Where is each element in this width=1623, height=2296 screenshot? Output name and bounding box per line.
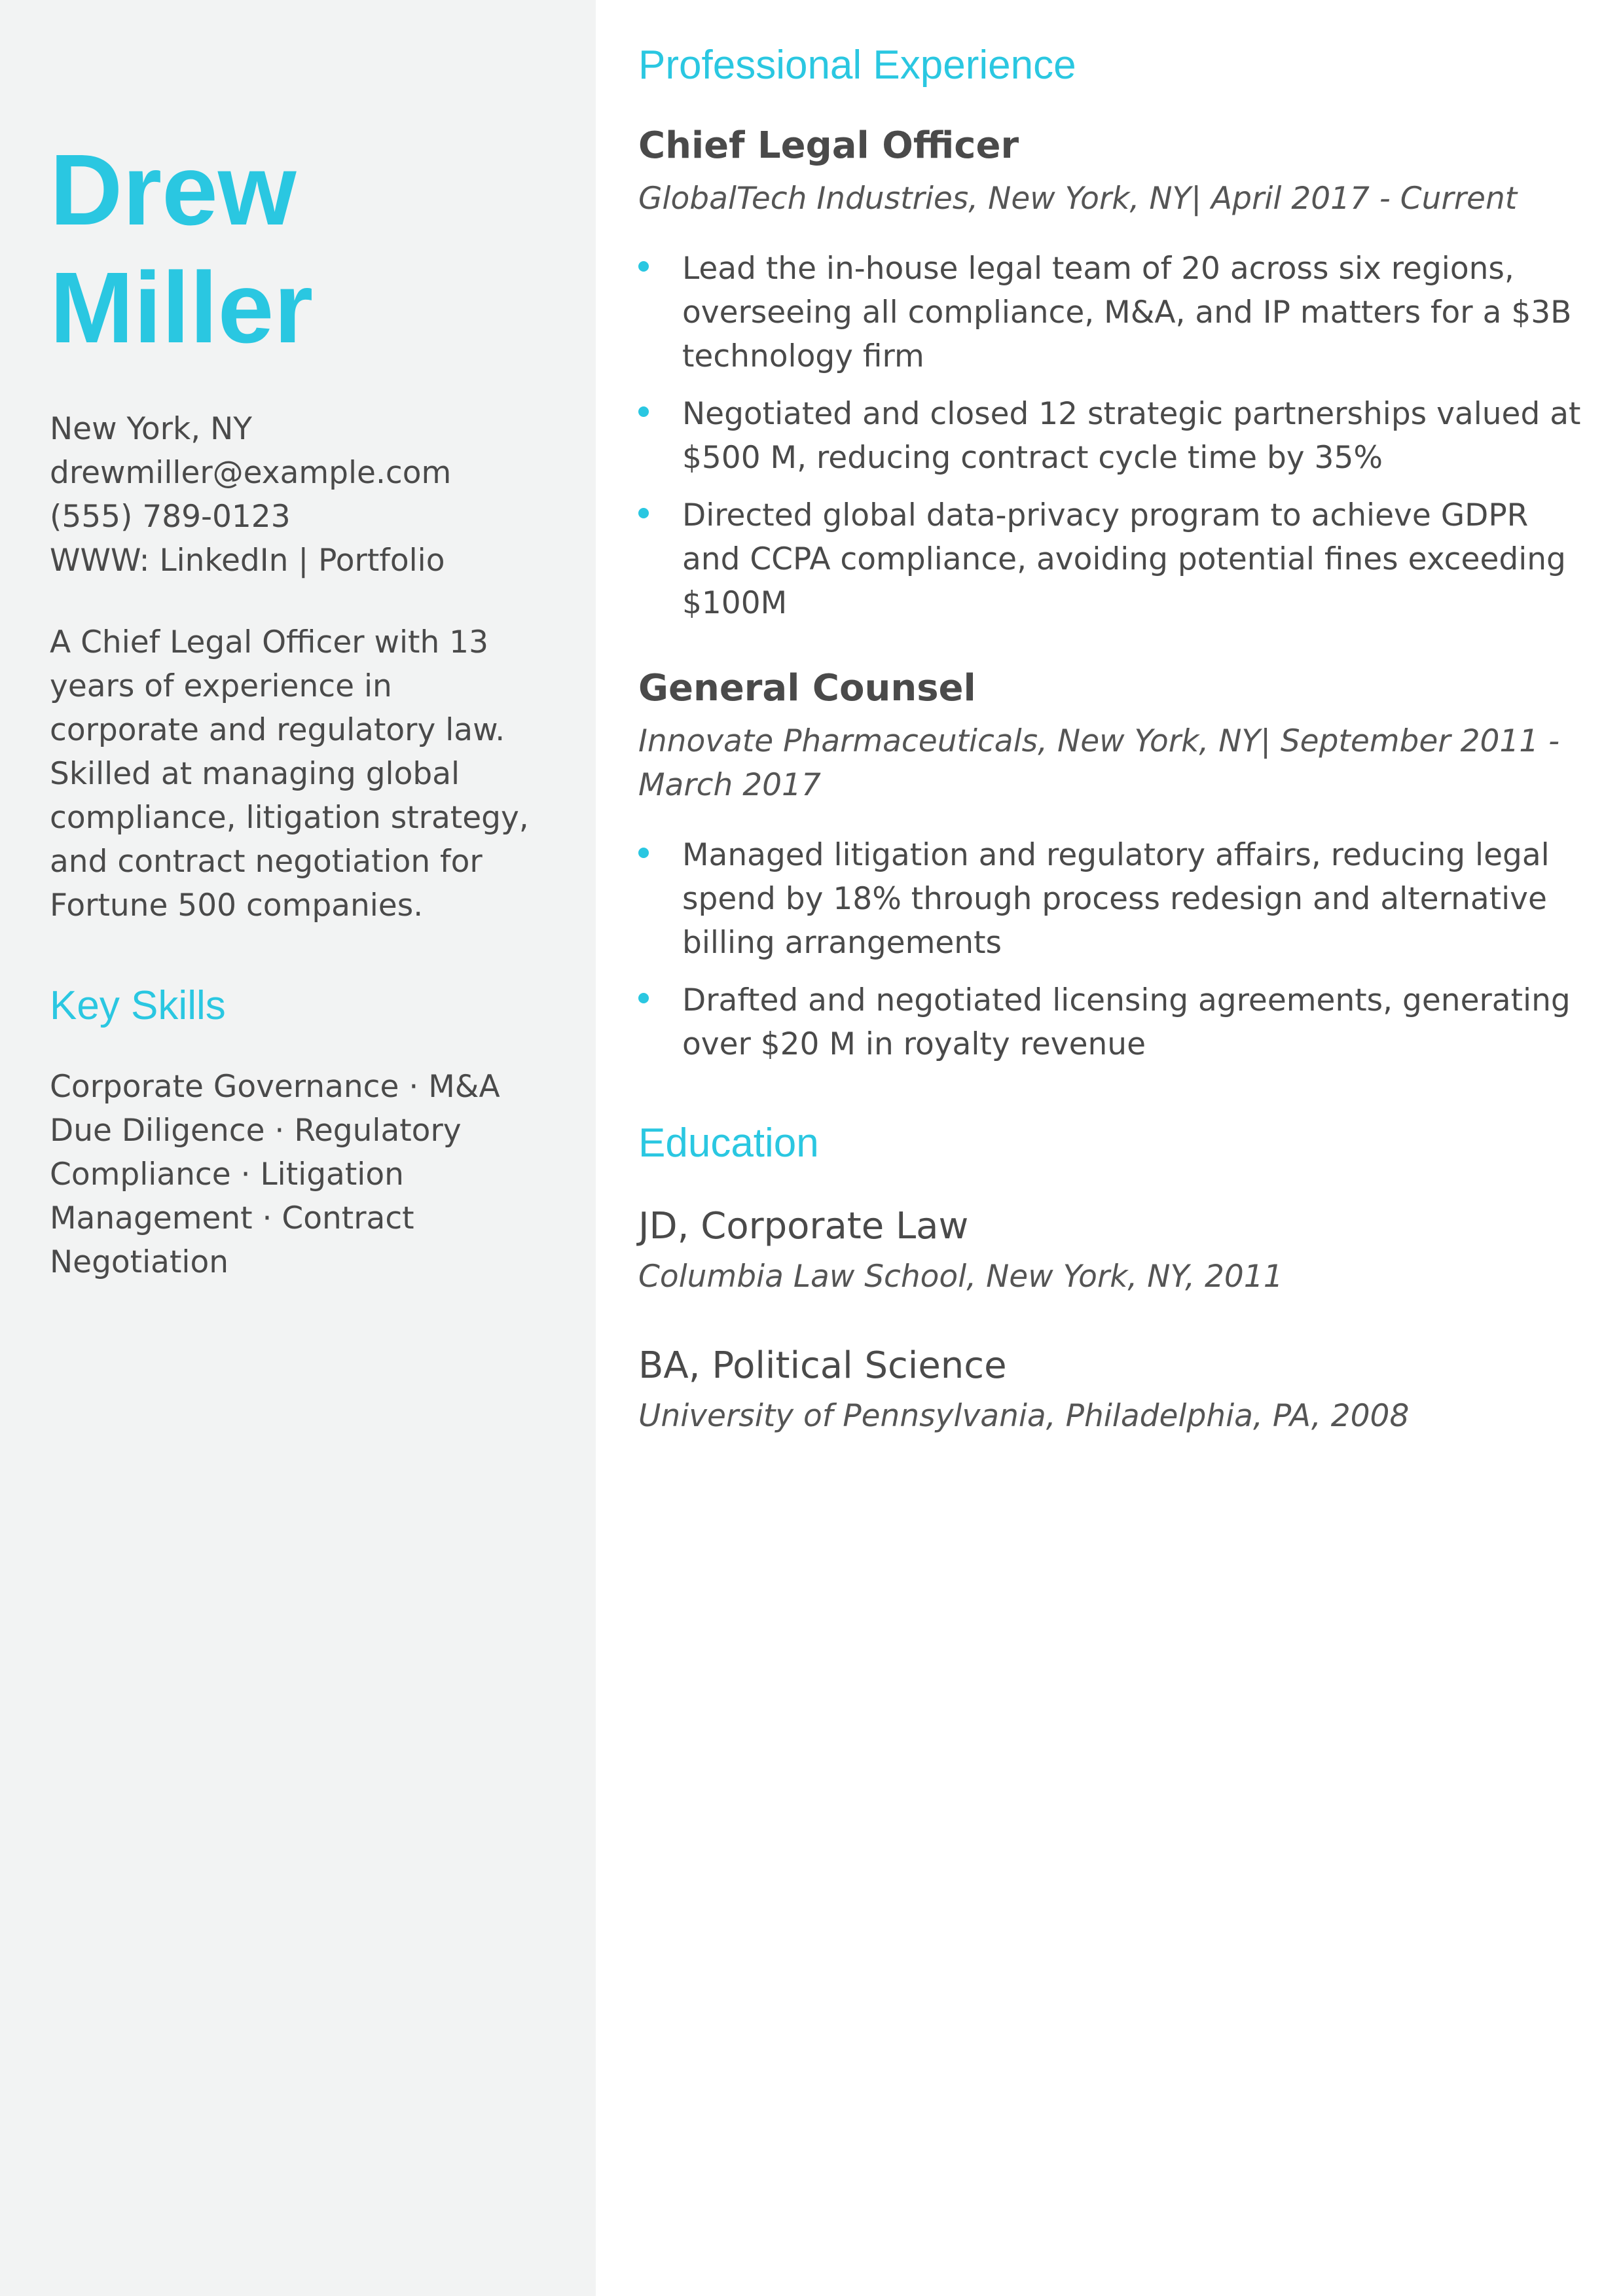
experience-heading: Professional Experience [638, 43, 1076, 88]
degree-title: BA, Political Science [638, 1344, 1007, 1387]
school-meta: University of Pennsylvania, Philadelphia, PA, 2008 [638, 1398, 1410, 1434]
summary: A Chief Legal Officer with 13 years of experience in corporate and regulatory law. Skilled at managing global compliance, litigation strategy, and contract negotiation for Fortune 500 companies. [50, 624, 529, 924]
main-content [638, 39, 1588, 1438]
first-name: Drew [50, 134, 297, 246]
bullet-text: Drafted and negotiated licensing agreements, generating over $20 M in royalty revenue [682, 982, 1571, 1062]
candidate-name [50, 131, 547, 367]
contact-web[interactable]: WWW: LinkedIn | Portfolio [50, 543, 445, 579]
school-meta: Columbia Law School, New York, NY, 2011 [638, 1259, 1283, 1295]
job-meta: GlobalTech Industries, New York, NY| April 2017 - Current [638, 181, 1518, 217]
job-entry [638, 663, 1588, 1066]
job-bullets [638, 833, 1588, 1066]
bullet-item [638, 493, 1588, 625]
job-bullets [638, 247, 1588, 625]
bullet-dot-icon [638, 848, 649, 858]
bullet-item [638, 978, 1588, 1066]
bullet-dot-icon [638, 508, 649, 518]
job-title: Chief Legal Officer [638, 124, 1019, 167]
sidebar [0, 0, 596, 2296]
bullet-dot-icon [638, 261, 649, 272]
bullet-text: Lead the in-house legal team of 20 across six regions, overseeing all compliance, M&A, and IP matters for a $3B technology firm [682, 251, 1572, 374]
contact-block [50, 407, 547, 583]
bullet-text: Negotiated and closed 12 strategic partnerships valued at $500 M, reducing contract cycle time by 35% [682, 396, 1581, 476]
last-name: Miller [50, 251, 314, 364]
contact-location: New York, NY [50, 411, 252, 447]
skills-list: Corporate Governance · M&A Due Diligence · Regulatory Compliance · Litigation Management · Contract Negotiation [50, 1069, 500, 1280]
contact-phone: (555) 789-0123 [50, 499, 291, 535]
degree-title: JD, Corporate Law [638, 1205, 969, 1247]
job-meta: Innovate Pharmaceuticals, New York, NY| September 2011 - March 2017 [638, 723, 1560, 803]
bullet-item [638, 833, 1588, 965]
education-heading: Education [638, 1121, 819, 1166]
bullet-item [638, 247, 1588, 378]
bullet-dot-icon [638, 406, 649, 417]
bullet-dot-icon [638, 993, 649, 1003]
bullet-item [638, 392, 1588, 480]
job-entry [638, 120, 1588, 625]
skills-heading: Key Skills [50, 983, 226, 1028]
job-title: General Counsel [638, 667, 976, 709]
contact-email[interactable]: drewmiller@example.com [50, 455, 452, 491]
bullet-text: Directed global data-privacy program to achieve GDPR and CCPA compliance, avoiding potential fines exceeding $100M [682, 497, 1566, 621]
bullet-text: Managed litigation and regulatory affairs, reducing legal spend by 18% through process redesign and alternative billing arrangements [682, 837, 1550, 961]
